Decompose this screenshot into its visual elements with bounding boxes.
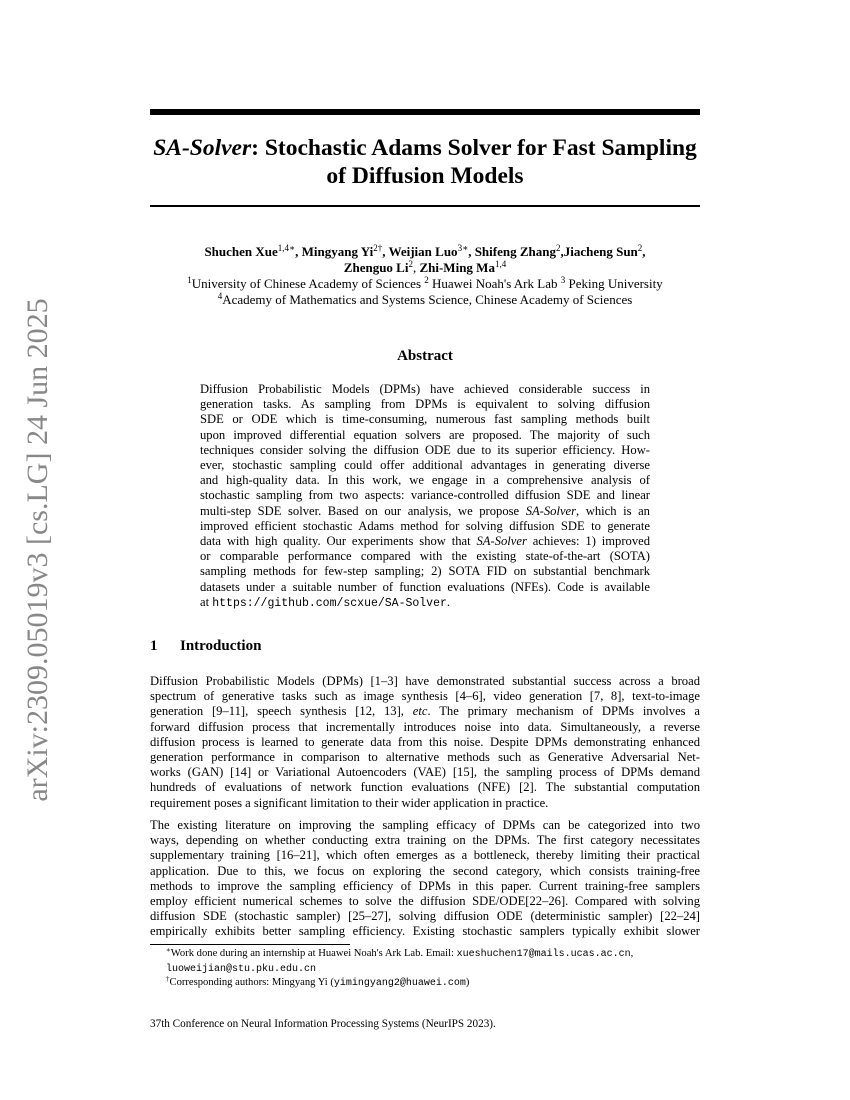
affiliation-text: Peking University: [565, 276, 663, 291]
footnotes: [150, 947, 700, 991]
title-top-rule: [150, 109, 700, 115]
abstract-line: generation tasks. As sampling from DPMs is equivalent to solving diffusion: [200, 397, 650, 412]
abstract-text: data with high quality. Our experiments show that: [200, 534, 477, 549]
author-name: Weijian Luo: [388, 244, 458, 259]
email-link[interactable]: luoweijian@stu.pku.edu.cn: [166, 963, 317, 975]
body-line: Diffusion Probabilistic Models (DPMs) [1–3] have demonstrated substantial success across a broad: [150, 674, 700, 688]
abstract-line: [200, 504, 650, 519]
code-link[interactable]: https://github.com/scxue/SA-Solver: [212, 596, 447, 610]
body-text: . The primary mechanism of DPMs involves a: [427, 704, 700, 719]
affiliation-line-2: [150, 292, 700, 308]
author-name: Shifeng Zhang: [474, 244, 556, 259]
footnote-text: Corresponding authors: Mingyang Yi (: [169, 977, 334, 988]
body-line: diffusion process is learned to generate data from this noise. Despite DPMs demonstrating enhanced: [150, 734, 700, 749]
abstract-line: improved efficient stochastic Adams method for solving diffusion SDE to generate: [200, 518, 650, 533]
title-line1-rest: : Stochastic Adams Solver for Fast Sampling: [251, 135, 697, 161]
abstract-line: sampling methods for few-step sampling; 2) SOTA FID on substantial benchmark: [200, 564, 650, 579]
affiliation-text: University of Chinese Academy of Sciences: [191, 276, 425, 291]
body-line: methods to improve the sampling efficiency of DPMs in this paper. Current training-free samplers: [150, 878, 700, 893]
footnote-1-cont: [150, 962, 700, 977]
body-line: empirically exhibits better sampling efficiency. Existing stochastic samplers typically exhibit slower: [150, 924, 700, 939]
conference-venue: 37th Conference on Neural Information Processing Systems (NeurIPS 2023).: [150, 1018, 496, 1030]
abstract-heading: Abstract: [397, 348, 453, 364]
footnote-rule: [150, 944, 350, 945]
abstract-line: ever, stochastic sampling could offer additional advantages in generating diverse: [200, 458, 650, 473]
abstract-line: upon improved differential equation solvers are proposed. The majority of such: [200, 427, 650, 442]
abstract-text: achieves: 1) improved: [526, 534, 651, 549]
body-line: forward diffusion process that incrementally introduces noise into data. Simultaneously, a reverse: [150, 719, 700, 734]
body-line: employ efficient numerical schemes to solve the diffusion SDE/ODE[22–26]. Compared with solving: [150, 894, 700, 909]
body-line: [150, 704, 700, 719]
abstract-line: and high-quality data. In this work, we engage in a comprehensive analysis of: [200, 473, 650, 488]
affiliation-sup: 4: [217, 291, 223, 301]
section-number: 1: [150, 638, 158, 654]
body-line: hundreds of evaluations of network function evaluations (NFE) [2]. The substantial computation: [150, 780, 700, 795]
author-sup: 2†: [373, 243, 383, 253]
paper-title: [150, 134, 700, 190]
section-title: Introduction: [180, 638, 262, 654]
footnote-mark: †: [166, 975, 170, 983]
author-sup: 2: [408, 259, 413, 269]
author-sup: 2: [555, 243, 561, 253]
affiliation-line-1: [150, 276, 700, 292]
affiliation-sup: 2: [424, 275, 429, 285]
author-name: Shuchen Xue: [204, 244, 278, 259]
title-line2: of Diffusion Models: [326, 163, 524, 189]
title-italic-name: SA-Solver: [153, 135, 252, 161]
body-line: generation performance in comparison to alternative methods such as Generative Adversarial Net-: [150, 750, 700, 765]
body-line: requirement poses a significant limitation to their wider application in practice.: [150, 795, 549, 810]
abstract-line: SDE or ODE which is time-consuming, numerous fast sampling methods built: [200, 412, 650, 427]
affiliation-text: Academy of Mathematics and Systems Science, Chinese Academy of Sciences: [222, 292, 633, 307]
author-block: [150, 244, 700, 308]
abstract-line: Diffusion Probabilistic Models (DPMs) have achieved considerable success in: [200, 382, 650, 396]
footnote-text: Work done during an internship at Huawei Noah's Ark Lab. Email:: [170, 948, 457, 959]
arxiv-identifier: arXiv:2309.05019v3 [cs.LG] 24 Jun 2025: [21, 298, 54, 802]
arxiv-sidebar-stamp: [18, 298, 58, 802]
intro-paragraph-1: [150, 674, 700, 811]
title-bottom-rule: [150, 205, 700, 207]
abstract-line: [200, 595, 650, 611]
body-line: The existing literature on improving the sampling efficacy of DPMs can be categorized into two: [150, 818, 700, 832]
body-line: spectrum of generative tasks such as image synthesis [4–6], video generation [7, 8], text-to-image: [150, 689, 700, 704]
author-name: Zhi-Ming Ma: [419, 260, 495, 275]
body-line: supplementary training [16–21], which often emerges as a bottleneck, thereby limiting their practical: [150, 848, 700, 863]
author-sup: 2: [637, 243, 643, 253]
abstract-line: stochastic sampling from two aspects: variance-controlled diffusion SDE and linear: [200, 488, 650, 503]
author-name: Zhenguo Li: [343, 260, 409, 275]
abstract-text: multi-step SDE solver. Based on our analysis, we propose: [200, 503, 526, 518]
affiliation-sup: 1: [187, 275, 192, 285]
abstract-line: or comparable performance compared with the existing state-of-the-art (SOTA): [200, 549, 650, 564]
abstract-method-name: SA-Solver: [476, 534, 527, 549]
footnote-text: ): [465, 977, 470, 988]
body-line: application. Due to this, we focus on exploring the second category, which consists training-free: [150, 863, 700, 878]
author-sup: 1,4: [494, 259, 507, 269]
body-italic: etc: [412, 704, 428, 719]
affiliation-text: Huawei Noah's Ark Lab: [428, 276, 561, 291]
body-line: diffusion SDE (stochastic sampler) [25–27], solving diffusion ODE (deterministic sampler) [22–24]: [150, 909, 700, 924]
section-heading-introduction: [150, 638, 261, 655]
author-sup: 3∗: [457, 243, 469, 253]
footnote-mark: ∗: [166, 946, 171, 954]
author-sup: 1,4∗: [277, 243, 296, 253]
intro-paragraph-2: [150, 818, 700, 940]
abstract-line: [200, 534, 650, 549]
author-name: Jiacheng Sun: [563, 244, 638, 259]
abstract-method-name: SA-Solver: [525, 503, 577, 518]
body-text: generation [9–11], speech synthesis [12, 13],: [150, 704, 413, 719]
abstract-body: [200, 382, 650, 611]
author-line-2: Zhenguo Li$^2$, Zhi-Ming Ma$^{1,4}$: [343, 259, 507, 275]
abstract-line: techniques consider solving the diffusion ODE due to its superior efficiency. How-: [200, 442, 650, 457]
body-line: works (GAN) [14] or Variational Autoencoders (VAE) [15], the sampling process of DPMs demand: [150, 765, 700, 780]
footnote-2: [150, 976, 700, 991]
affiliation-sup: 3: [560, 275, 566, 285]
footnote-1: [150, 947, 700, 962]
email-link[interactable]: xueshuchen17@mails.ucas.ac.cn: [456, 949, 631, 960]
author-name: Mingyang Yi: [301, 244, 374, 259]
abstract-text: .: [446, 594, 451, 609]
abstract-text: , which is an: [576, 503, 650, 518]
email-link[interactable]: yimingyang2@huawei.com: [333, 978, 466, 989]
body-line: ways, depending on whether conducting extra training on the DPMs. The first category necessitates: [150, 833, 700, 848]
abstract-line: datasets under a suitable number of function evaluations (NFEs). Code is available: [200, 579, 650, 594]
abstract-text: at: [200, 594, 213, 609]
author-line-1: Shuchen Xue$^{1,4∗}$, Mingyang $Yi^{2\dagger}$, Weijian Luo$^{3∗}$, Shifeng Zhang$^2$,Jiacheng Sun$^2$,: [204, 243, 646, 259]
footnote-text: ,: [630, 948, 634, 959]
